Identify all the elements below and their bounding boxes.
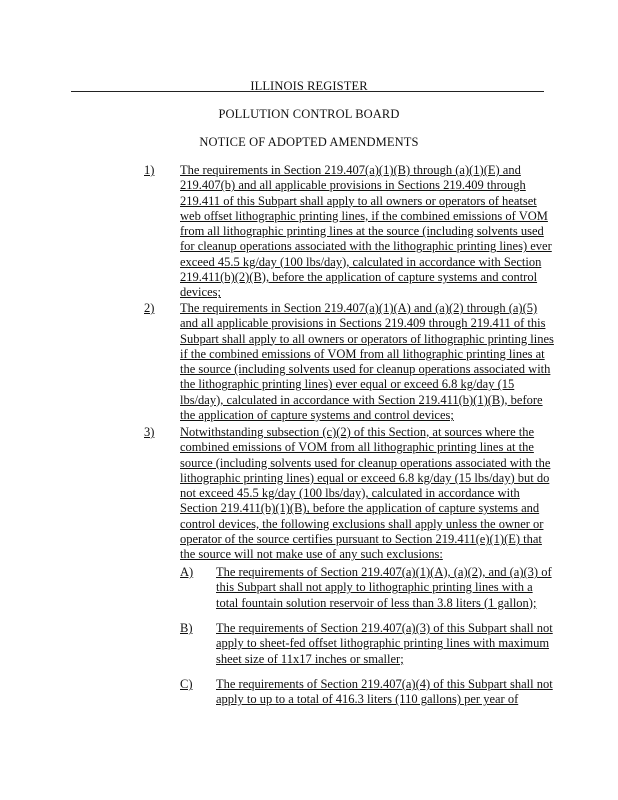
item-text <box>180 163 552 301</box>
text-line: Section 219.411(b)(1)(B), before the application of capture systems and <box>180 501 540 516</box>
notice-title: NOTICE OF ADOPTED AMENDMENTS <box>199 135 419 149</box>
text-line: control devices, the following exclusions shall apply unless the owner or <box>180 516 544 531</box>
header-rule <box>71 91 544 92</box>
text-line: lithographic printing lines) equal or exceed 6.8 kg/day (15 lbs/day) but do <box>180 470 550 485</box>
item-text <box>180 301 554 423</box>
text-line: if the combined emissions of VOM from all lithographic printing lines at <box>180 346 545 361</box>
text-line: Notwithstanding subsection (c)(2) of this Section, at sources where the <box>180 425 535 439</box>
text-line: from all lithographic printing lines at the source (including solvents used <box>180 224 544 239</box>
text-line: combined emissions of VOM from all lithographic printing lines at the <box>180 440 534 455</box>
sub-item-text <box>216 565 552 611</box>
text-line: source (including solvents used for cleanup operations associated with the <box>180 455 551 470</box>
item-number: 1) <box>144 163 155 177</box>
text-line: and all applicable provisions in Sections 219.409 through 219.411 of this <box>180 316 546 331</box>
sub-item-number: B) <box>180 621 193 635</box>
text-line: The requirements of Section 219.407(a)(1)(A), (a)(2), and (a)(3) of <box>216 565 552 579</box>
sub-item-text <box>216 621 553 667</box>
text-line: sheet size of 11x17 inches or smaller; <box>216 651 404 666</box>
board-title: POLLUTION CONTROL BOARD <box>218 107 400 121</box>
text-line: for cleanup operations associated with the lithographic printing lines) ever <box>180 239 552 254</box>
register-header: ILLINOIS REGISTER <box>250 79 368 93</box>
text-line: web offset lithographic printing lines, if the combined emissions of VOM <box>180 208 548 223</box>
text-line: apply to up to a total of 416.3 liters (110 gallons) per year of <box>216 692 519 707</box>
text-line: Subpart shall apply to all owners or operators of lithographic printing lines <box>180 331 554 346</box>
text-line: operator of the source certifies pursuant to Section 219.411(e)(1)(E) that <box>180 532 542 547</box>
text-line: the lithographic printing lines) ever equal or exceed 6.8 kg/day (15 <box>180 377 515 392</box>
text-line: The requirements in Section 219.407(a)(1)(A) and (a)(2) through (a)(5) <box>180 301 538 315</box>
text-line: devices; <box>180 285 221 300</box>
sub-item-text <box>216 677 553 708</box>
text-line: lbs/day), calculated in accordance with Section 219.411(b)(1)(B), before <box>180 392 543 407</box>
item-number: 3) <box>144 425 155 439</box>
item-text <box>180 425 551 563</box>
sub-item-number: C) <box>180 677 193 691</box>
text-line: 219.411(b)(2)(B), before the application of capture systems and control <box>180 270 538 285</box>
text-line: 219.407(b) and all applicable provisions in Sections 219.409 through <box>180 178 526 193</box>
text-line: the source will not make use of any such exclusions: <box>180 547 443 562</box>
text-line: the application of capture systems and control devices; <box>180 408 454 423</box>
item-number: 2) <box>144 301 155 315</box>
text-line: the source (including solvents used for cleanup operations associated with <box>180 362 551 377</box>
text-line: not exceed 45.5 kg/day (100 lbs/day), calculated in accordance with <box>180 486 520 501</box>
text-line: The requirements of Section 219.407(a)(4) of this Subpart shall not <box>216 677 553 691</box>
text-line: this Subpart shall not apply to lithographic printing lines with a <box>216 580 533 595</box>
text-line: apply to sheet-fed offset lithographic printing lines with maximum <box>216 636 550 651</box>
text-line: The requirements in Section 219.407(a)(1)(B) through (a)(1)(E) and <box>180 163 521 177</box>
text-line: exceed 45.5 kg/day (100 lbs/day), calculated in accordance with Section <box>180 254 542 269</box>
text-line: The requirements of Section 219.407(a)(3) of this Subpart shall not <box>216 621 553 635</box>
text-line: total fountain solution reservoir of less than 3.8 liters (1 gallon); <box>216 595 537 610</box>
text-line: 219.411 of this Subpart shall apply to all owners or operators of heatset <box>180 193 537 208</box>
sub-item-number: A) <box>180 565 194 579</box>
